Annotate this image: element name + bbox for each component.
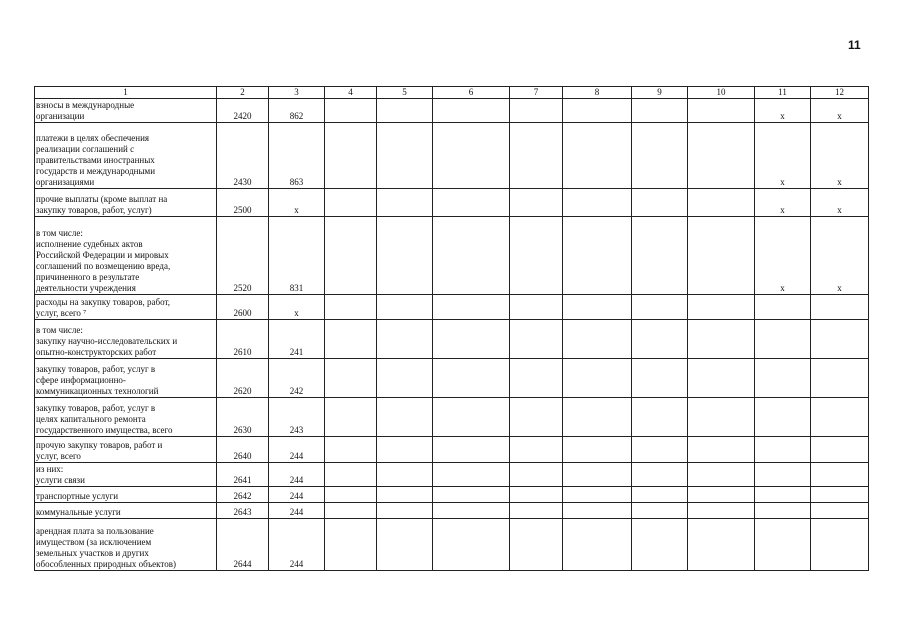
value-cell-col-10 (688, 398, 755, 437)
value-cell-col-7 (510, 487, 563, 503)
header-row (35, 87, 869, 99)
row-name-line: арендная плата за пользование (36, 526, 154, 536)
table-row (35, 217, 869, 295)
column-header-8: 8 (563, 87, 632, 99)
row-code: 2641 (217, 463, 269, 487)
value-cell-col-6 (433, 99, 510, 123)
value-cell-col-12 (811, 519, 869, 571)
row-kbk-code: х (269, 295, 325, 320)
table-row (35, 463, 869, 487)
column-header-4: 4 (325, 87, 377, 99)
column-header-7: 7 (510, 87, 563, 99)
row-code: 2430 (217, 123, 269, 189)
row-name (35, 123, 217, 189)
value-cell-col-6 (433, 463, 510, 487)
value-cell-col-5 (377, 123, 433, 189)
value-cell-col-9 (632, 519, 688, 571)
value-cell-col-9 (632, 463, 688, 487)
value-cell-col-8 (563, 487, 632, 503)
value-cell-col-7 (510, 123, 563, 189)
row-name-line: прочие выплаты (кроме выплат на (36, 194, 168, 204)
value-cell-col-12: х (811, 123, 869, 189)
value-cell-col-6 (433, 189, 510, 217)
value-cell-col-8 (563, 189, 632, 217)
column-header-5: 5 (377, 87, 433, 99)
row-name-line: коммунальные услуги (36, 507, 121, 517)
value-cell-col-10 (688, 519, 755, 571)
value-cell-col-11 (755, 519, 811, 571)
value-cell-col-9 (632, 99, 688, 123)
value-cell-col-6 (433, 123, 510, 189)
row-kbk-code: х (269, 189, 325, 217)
value-cell-col-9 (632, 503, 688, 519)
row-name-line: услуг, всего (36, 451, 81, 461)
table-row (35, 123, 869, 189)
value-cell-col-9 (632, 295, 688, 320)
value-cell-col-9 (632, 437, 688, 463)
value-cell-col-4 (325, 463, 377, 487)
column-header-1: 1 (35, 87, 217, 99)
value-cell-col-8 (563, 217, 632, 295)
value-cell-col-7 (510, 295, 563, 320)
row-name (35, 503, 217, 519)
column-header-6: 6 (433, 87, 510, 99)
value-cell-col-5 (377, 295, 433, 320)
table-row (35, 320, 869, 359)
column-header-12: 12 (811, 87, 869, 99)
row-name-line: коммуникационных технологий (36, 386, 159, 396)
row-kbk-code: 241 (269, 320, 325, 359)
row-name-line: закупку товаров, работ, услуг в (36, 364, 156, 374)
value-cell-col-7 (510, 99, 563, 123)
value-cell-col-8 (563, 99, 632, 123)
value-cell-col-7 (510, 320, 563, 359)
value-cell-col-5 (377, 359, 433, 398)
table-row (35, 189, 869, 217)
row-name-line: имуществом (за исключением (36, 537, 152, 547)
row-code: 2420 (217, 99, 269, 123)
value-cell-col-5 (377, 487, 433, 503)
row-name (35, 320, 217, 359)
column-header-3: 3 (269, 87, 325, 99)
value-cell-col-4 (325, 519, 377, 571)
value-cell-col-7 (510, 398, 563, 437)
row-name (35, 217, 217, 295)
row-name (35, 519, 217, 571)
value-cell-col-11 (755, 463, 811, 487)
value-cell-col-10 (688, 295, 755, 320)
value-cell-col-4 (325, 189, 377, 217)
value-cell-col-11 (755, 437, 811, 463)
value-cell-col-4 (325, 359, 377, 398)
row-name-line: платежи в целях обеспечения (36, 133, 150, 143)
value-cell-col-8 (563, 503, 632, 519)
row-name-line: прочую закупку товаров, работ и (36, 440, 163, 450)
row-code: 2500 (217, 189, 269, 217)
value-cell-col-5 (377, 217, 433, 295)
table-row (35, 99, 869, 123)
row-code: 2520 (217, 217, 269, 295)
row-name-line: в том числе: (36, 228, 83, 238)
value-cell-col-12 (811, 295, 869, 320)
table-row (35, 295, 869, 320)
value-cell-col-5 (377, 99, 433, 123)
value-cell-col-9 (632, 217, 688, 295)
row-code: 2643 (217, 503, 269, 519)
value-cell-col-8 (563, 359, 632, 398)
table-row (35, 437, 869, 463)
value-cell-col-9 (632, 359, 688, 398)
value-cell-col-6 (433, 359, 510, 398)
row-kbk-code: 242 (269, 359, 325, 398)
table-row (35, 503, 869, 519)
value-cell-col-9 (632, 123, 688, 189)
row-name-line: сфере информационно- (36, 375, 126, 385)
value-cell-col-12 (811, 463, 869, 487)
value-cell-col-11: х (755, 189, 811, 217)
row-name-line: услуг, всего ⁷ (36, 308, 87, 318)
value-cell-col-4 (325, 437, 377, 463)
row-name-line: расходы на закупку товаров, работ, (36, 297, 170, 307)
page-number: 11 (848, 38, 861, 52)
value-cell-col-7 (510, 463, 563, 487)
row-kbk-code: 862 (269, 99, 325, 123)
row-name-line: в том числе: (36, 325, 83, 335)
value-cell-col-8 (563, 320, 632, 359)
row-name-line: транспортные услуги (36, 491, 119, 501)
value-cell-col-11 (755, 359, 811, 398)
value-cell-col-11: х (755, 123, 811, 189)
value-cell-col-7 (510, 437, 563, 463)
row-name-line: соглашений по возмещению вреда, (36, 261, 171, 271)
value-cell-col-4 (325, 398, 377, 437)
row-name-line: земельных участков и других (36, 548, 149, 558)
value-cell-col-7 (510, 189, 563, 217)
row-name (35, 99, 217, 123)
value-cell-col-8 (563, 437, 632, 463)
row-name-line: исполнение судебных актов (36, 239, 143, 249)
value-cell-col-5 (377, 189, 433, 217)
row-kbk-code: 244 (269, 487, 325, 503)
value-cell-col-4 (325, 123, 377, 189)
value-cell-col-12 (811, 398, 869, 437)
value-cell-col-12 (811, 487, 869, 503)
value-cell-col-5 (377, 519, 433, 571)
value-cell-col-5 (377, 503, 433, 519)
value-cell-col-12 (811, 359, 869, 398)
row-name-line: закупку товаров, работ, услуг) (36, 205, 152, 215)
row-code: 2630 (217, 398, 269, 437)
value-cell-col-12 (811, 437, 869, 463)
value-cell-col-10 (688, 320, 755, 359)
value-cell-col-4 (325, 295, 377, 320)
value-cell-col-4 (325, 503, 377, 519)
value-cell-col-11 (755, 295, 811, 320)
value-cell-col-7 (510, 519, 563, 571)
value-cell-col-7 (510, 217, 563, 295)
row-kbk-code: 831 (269, 217, 325, 295)
value-cell-col-11 (755, 320, 811, 359)
row-code: 2642 (217, 487, 269, 503)
value-cell-col-4 (325, 99, 377, 123)
column-header-10: 10 (688, 87, 755, 99)
row-name (35, 463, 217, 487)
table-row (35, 519, 869, 571)
value-cell-col-10 (688, 189, 755, 217)
row-name-line: из них: (36, 464, 64, 474)
value-cell-col-5 (377, 398, 433, 437)
value-cell-col-12: х (811, 99, 869, 123)
value-cell-col-9 (632, 189, 688, 217)
row-name-line: обособленных природных объектов) (36, 559, 176, 569)
row-kbk-code: 243 (269, 398, 325, 437)
row-name-line: закупку товаров, работ, услуг в (36, 403, 156, 413)
row-name-line: услуги связи (36, 475, 85, 485)
value-cell-col-10 (688, 437, 755, 463)
value-cell-col-12 (811, 320, 869, 359)
value-cell-col-6 (433, 519, 510, 571)
value-cell-col-11 (755, 398, 811, 437)
value-cell-col-9 (632, 487, 688, 503)
value-cell-col-8 (563, 295, 632, 320)
row-code: 2600 (217, 295, 269, 320)
row-name (35, 359, 217, 398)
value-cell-col-10 (688, 359, 755, 398)
value-cell-col-4 (325, 320, 377, 359)
row-name (35, 189, 217, 217)
value-cell-col-11: х (755, 99, 811, 123)
value-cell-col-9 (632, 398, 688, 437)
row-name-line: организации (36, 111, 85, 121)
value-cell-col-6 (433, 437, 510, 463)
row-name-line: государств и международными (36, 166, 156, 176)
row-name-line: взносы в международные (36, 100, 135, 110)
value-cell-col-10 (688, 99, 755, 123)
row-kbk-code: 244 (269, 437, 325, 463)
value-cell-col-8 (563, 123, 632, 189)
value-cell-col-6 (433, 398, 510, 437)
value-cell-col-5 (377, 463, 433, 487)
row-name-line: деятельности учреждения (36, 283, 136, 293)
column-header-2: 2 (217, 87, 269, 99)
row-name-line: причиненного в результате (36, 272, 140, 282)
row-name-line: закупку научно-исследовательских и (36, 336, 178, 346)
value-cell-col-5 (377, 320, 433, 359)
value-cell-col-8 (563, 398, 632, 437)
value-cell-col-12: х (811, 217, 869, 295)
value-cell-col-6 (433, 503, 510, 519)
row-name-line: правительствами иностранных (36, 155, 155, 165)
value-cell-col-6 (433, 217, 510, 295)
value-cell-col-9 (632, 320, 688, 359)
value-cell-col-7 (510, 359, 563, 398)
value-cell-col-12: х (811, 189, 869, 217)
row-name (35, 295, 217, 320)
value-cell-col-11 (755, 487, 811, 503)
row-code: 2610 (217, 320, 269, 359)
row-name-line: организациями (36, 177, 95, 187)
column-header-11: 11 (755, 87, 811, 99)
value-cell-col-10 (688, 463, 755, 487)
value-cell-col-7 (510, 503, 563, 519)
table-body (35, 99, 869, 571)
row-name (35, 487, 217, 503)
value-cell-col-10 (688, 217, 755, 295)
value-cell-col-10 (688, 123, 755, 189)
row-kbk-code: 244 (269, 503, 325, 519)
value-cell-col-5 (377, 437, 433, 463)
row-kbk-code: 244 (269, 519, 325, 571)
value-cell-col-4 (325, 217, 377, 295)
value-cell-col-6 (433, 487, 510, 503)
value-cell-col-10 (688, 503, 755, 519)
row-name (35, 398, 217, 437)
value-cell-col-12 (811, 503, 869, 519)
value-cell-col-11 (755, 503, 811, 519)
value-cell-col-6 (433, 295, 510, 320)
value-cell-col-4 (325, 487, 377, 503)
value-cell-col-8 (563, 463, 632, 487)
value-cell-col-10 (688, 487, 755, 503)
table-row (35, 487, 869, 503)
row-kbk-code: 863 (269, 123, 325, 189)
row-name-line: целях капитального ремонта (36, 414, 146, 424)
column-header-9: 9 (632, 87, 688, 99)
value-cell-col-6 (433, 320, 510, 359)
table-row (35, 359, 869, 398)
row-code: 2620 (217, 359, 269, 398)
value-cell-col-8 (563, 519, 632, 571)
row-code: 2644 (217, 519, 269, 571)
value-cell-col-11: х (755, 217, 811, 295)
table-row (35, 398, 869, 437)
row-name-line: Российской Федерации и мировых (36, 250, 169, 260)
row-name-line: опытно-конструкторских работ (36, 347, 157, 357)
row-name (35, 437, 217, 463)
row-name-line: реализации соглашений с (36, 144, 135, 154)
report-table (34, 86, 869, 571)
row-name-line: государственного имущества, всего (36, 425, 173, 435)
row-kbk-code: 244 (269, 463, 325, 487)
row-code: 2640 (217, 437, 269, 463)
